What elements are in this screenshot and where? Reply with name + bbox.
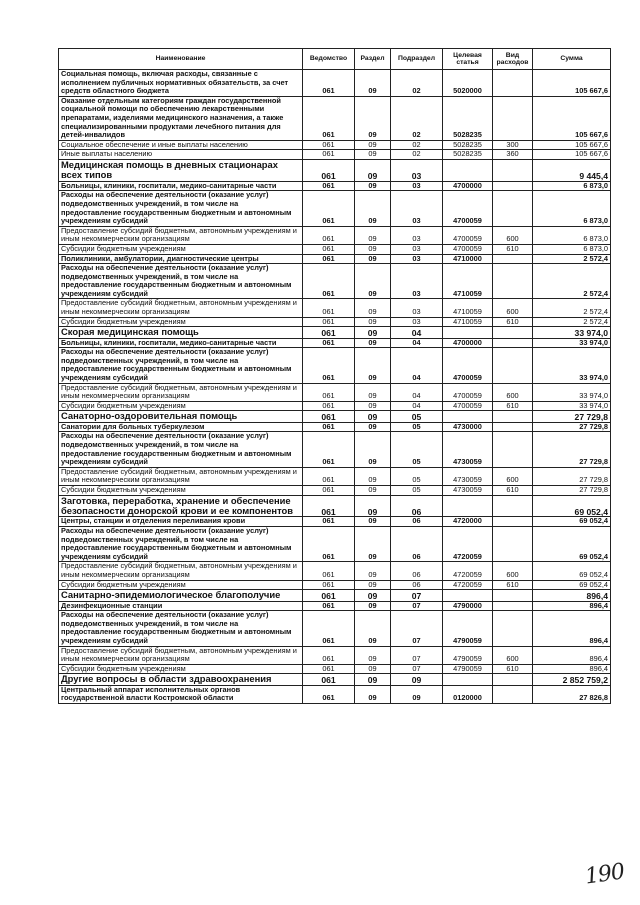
- cell-ved: 061: [303, 485, 355, 495]
- cell-celevaya: 0120000: [443, 685, 493, 703]
- cell-vid: 600: [493, 226, 533, 244]
- table-row: [59, 611, 611, 646]
- cell-name: Предоставление субсидий бюджетным, автономным учреждениям и иным некоммерческим организациям: [59, 562, 303, 580]
- table-row: [59, 422, 611, 432]
- table-row: [59, 601, 611, 611]
- cell-vid: [493, 327, 533, 338]
- cell-razdel: 09: [355, 562, 391, 580]
- cell-podrazdel: 05: [391, 432, 443, 467]
- cell-podrazdel: 06: [391, 495, 443, 517]
- cell-podrazdel: 06: [391, 562, 443, 580]
- cell-summa: 33 974,0: [533, 401, 611, 411]
- cell-celevaya: 4730059: [443, 432, 493, 467]
- cell-podrazdel: 03: [391, 317, 443, 327]
- cell-celevaya: 4710059: [443, 317, 493, 327]
- cell-ved: 061: [303, 150, 355, 160]
- cell-summa: 69 052,4: [533, 580, 611, 590]
- cell-ved: 061: [303, 580, 355, 590]
- cell-ved: 061: [303, 517, 355, 527]
- cell-name: Расходы на обеспечение деятельности (оказание услуг) подведомственных учреждений, в том числе на предоставление государственным бюджетным и автономным учреждениям субсидий: [59, 264, 303, 299]
- table-row: [59, 432, 611, 467]
- cell-celevaya: [443, 327, 493, 338]
- cell-name: Центральный аппарат исполнительных органов государственной власти Костромской области: [59, 685, 303, 703]
- cell-name: Санитарно-эпидемиологическое благополучие: [59, 590, 303, 601]
- table-row: [59, 526, 611, 561]
- table-row: [59, 411, 611, 422]
- cell-ved: 061: [303, 467, 355, 485]
- cell-name: Социальное обеспечение и иные выплаты населению: [59, 140, 303, 150]
- header-summa: Сумма: [533, 49, 611, 70]
- table-row: [59, 226, 611, 244]
- cell-vid: [493, 611, 533, 646]
- cell-vid: 600: [493, 299, 533, 317]
- cell-razdel: 09: [355, 432, 391, 467]
- table-header-row: [59, 49, 611, 70]
- table-row: [59, 150, 611, 160]
- cell-razdel: 09: [355, 70, 391, 97]
- cell-name: Расходы на обеспечение деятельности (оказание услуг) подведомственных учреждений, в том числе на предоставление государственным бюджетным и автономным учреждениям субсидий: [59, 432, 303, 467]
- cell-ved: 061: [303, 70, 355, 97]
- cell-ved: 061: [303, 685, 355, 703]
- document-sheet: [58, 48, 611, 704]
- cell-vid: [493, 159, 533, 181]
- table-row: [59, 140, 611, 150]
- cell-celevaya: 4700059: [443, 383, 493, 401]
- cell-name: Предоставление субсидий бюджетным, автономным учреждениям и иным некоммерческим организациям: [59, 299, 303, 317]
- cell-ved: 061: [303, 664, 355, 674]
- cell-podrazdel: 07: [391, 646, 443, 664]
- cell-name: Предоставление субсидий бюджетным, автономным учреждениям и иным некоммерческим организациям: [59, 383, 303, 401]
- cell-podrazdel: 04: [391, 401, 443, 411]
- header-ved: Ведомство: [303, 49, 355, 70]
- cell-summa: 2 572,4: [533, 264, 611, 299]
- cell-name: Предоставление субсидий бюджетным, автономным учреждениям и иным некоммерческим организациям: [59, 646, 303, 664]
- cell-summa: 6 873,0: [533, 181, 611, 191]
- cell-celevaya: 4730059: [443, 485, 493, 495]
- cell-podrazdel: 04: [391, 383, 443, 401]
- cell-razdel: 09: [355, 159, 391, 181]
- table-row: [59, 674, 611, 685]
- cell-summa: 896,4: [533, 590, 611, 601]
- table-row: [59, 299, 611, 317]
- cell-celevaya: 4720059: [443, 562, 493, 580]
- cell-celevaya: 4700000: [443, 338, 493, 348]
- cell-summa: 27 729,8: [533, 411, 611, 422]
- cell-ved: 061: [303, 140, 355, 150]
- cell-celevaya: 4720059: [443, 580, 493, 590]
- cell-razdel: 09: [355, 517, 391, 527]
- cell-name: Другие вопросы в области здравоохранения: [59, 674, 303, 685]
- cell-celevaya: 4730000: [443, 422, 493, 432]
- cell-celevaya: [443, 495, 493, 517]
- cell-vid: [493, 348, 533, 383]
- cell-razdel: 09: [355, 422, 391, 432]
- cell-podrazdel: 03: [391, 299, 443, 317]
- cell-name: Предоставление субсидий бюджетным, автономным учреждениям и иным некоммерческим организациям: [59, 467, 303, 485]
- cell-summa: 27 729,8: [533, 432, 611, 467]
- cell-razdel: 09: [355, 611, 391, 646]
- cell-podrazdel: 05: [391, 422, 443, 432]
- cell-celevaya: 4730059: [443, 467, 493, 485]
- cell-celevaya: 5028235: [443, 150, 493, 160]
- table-row: [59, 348, 611, 383]
- cell-podrazdel: 04: [391, 338, 443, 348]
- cell-razdel: 09: [355, 401, 391, 411]
- cell-podrazdel: 03: [391, 244, 443, 254]
- cell-vid: 610: [493, 485, 533, 495]
- cell-ved: 061: [303, 646, 355, 664]
- cell-summa: 33 974,0: [533, 338, 611, 348]
- cell-name: Медицинская помощь в дневных стационарах всех типов: [59, 159, 303, 181]
- cell-vid: [493, 181, 533, 191]
- budget-table: [58, 48, 611, 704]
- cell-podrazdel: 02: [391, 150, 443, 160]
- header-razdel: Раздел: [355, 49, 391, 70]
- cell-celevaya: 4720000: [443, 517, 493, 527]
- cell-name: Иные выплаты населению: [59, 150, 303, 160]
- cell-vid: [493, 191, 533, 226]
- cell-vid: [493, 411, 533, 422]
- cell-summa: 2 572,4: [533, 299, 611, 317]
- cell-summa: 105 667,6: [533, 140, 611, 150]
- cell-razdel: 09: [355, 150, 391, 160]
- cell-podrazdel: 03: [391, 264, 443, 299]
- cell-vid: 600: [493, 646, 533, 664]
- cell-celevaya: 4700000: [443, 181, 493, 191]
- cell-razdel: 09: [355, 140, 391, 150]
- table-row: [59, 254, 611, 264]
- cell-vid: 600: [493, 383, 533, 401]
- cell-celevaya: 5020000: [443, 70, 493, 97]
- cell-razdel: 09: [355, 664, 391, 674]
- cell-ved: 061: [303, 348, 355, 383]
- header-celevaya: Целевая статья: [443, 49, 493, 70]
- cell-ved: 061: [303, 526, 355, 561]
- cell-podrazdel: 04: [391, 327, 443, 338]
- cell-ved: 061: [303, 181, 355, 191]
- cell-razdel: 09: [355, 580, 391, 590]
- cell-podrazdel: 06: [391, 526, 443, 561]
- cell-razdel: 09: [355, 467, 391, 485]
- cell-vid: [493, 685, 533, 703]
- cell-ved: 061: [303, 226, 355, 244]
- cell-summa: 27 729,8: [533, 422, 611, 432]
- cell-razdel: 09: [355, 411, 391, 422]
- cell-vid: 610: [493, 401, 533, 411]
- cell-ved: 061: [303, 590, 355, 601]
- cell-celevaya: 4700059: [443, 244, 493, 254]
- cell-razdel: 09: [355, 526, 391, 561]
- cell-summa: 69 052,4: [533, 526, 611, 561]
- cell-vid: [493, 264, 533, 299]
- cell-razdel: 09: [355, 264, 391, 299]
- cell-summa: 896,4: [533, 646, 611, 664]
- cell-summa: 105 667,6: [533, 70, 611, 97]
- cell-vid: [493, 70, 533, 97]
- cell-vid: [493, 96, 533, 140]
- cell-razdel: 09: [355, 244, 391, 254]
- cell-ved: 061: [303, 159, 355, 181]
- cell-podrazdel: 06: [391, 580, 443, 590]
- cell-razdel: 09: [355, 674, 391, 685]
- cell-summa: 69 052,4: [533, 562, 611, 580]
- cell-name: Оказание отдельным категориям граждан государственной социальной помощи по обеспечению лекарственными препаратами, изделиями медицинского назначения, а также специализированными продуктами лечебного питания для детей-инвалидов: [59, 96, 303, 140]
- cell-celevaya: 4700059: [443, 348, 493, 383]
- cell-name: Заготовка, переработка, хранение и обеспечение безопасности донорской крови и ее компонентов: [59, 495, 303, 517]
- cell-celevaya: 4700059: [443, 401, 493, 411]
- cell-vid: 600: [493, 562, 533, 580]
- cell-razdel: 09: [355, 338, 391, 348]
- table-row: [59, 590, 611, 601]
- cell-celevaya: [443, 674, 493, 685]
- cell-razdel: 09: [355, 646, 391, 664]
- table-row: [59, 467, 611, 485]
- cell-ved: 061: [303, 401, 355, 411]
- cell-ved: 061: [303, 432, 355, 467]
- table-row: [59, 562, 611, 580]
- page-number: 190: [583, 859, 626, 890]
- cell-celevaya: 4710000: [443, 254, 493, 264]
- cell-ved: 061: [303, 254, 355, 264]
- cell-ved: 061: [303, 411, 355, 422]
- cell-vid: [493, 517, 533, 527]
- cell-razdel: 09: [355, 685, 391, 703]
- cell-podrazdel: 09: [391, 685, 443, 703]
- cell-podrazdel: 05: [391, 411, 443, 422]
- cell-vid: 610: [493, 317, 533, 327]
- cell-summa: 27 729,8: [533, 485, 611, 495]
- cell-vid: [493, 338, 533, 348]
- cell-name: Расходы на обеспечение деятельности (оказание услуг) подведомственных учреждений, в том числе на предоставление государственным бюджетным и автономным учреждениям субсидий: [59, 191, 303, 226]
- cell-podrazdel: 07: [391, 590, 443, 601]
- header-podrazdel: Подраздел: [391, 49, 443, 70]
- header-name: Наименование: [59, 49, 303, 70]
- cell-podrazdel: 02: [391, 70, 443, 97]
- cell-name: Субсидии бюджетным учреждениям: [59, 580, 303, 590]
- cell-name: Предоставление субсидий бюджетным, автономным учреждениям и иным некоммерческим организациям: [59, 226, 303, 244]
- cell-vid: [493, 254, 533, 264]
- cell-summa: 6 873,0: [533, 244, 611, 254]
- cell-razdel: 09: [355, 254, 391, 264]
- cell-summa: 6 873,0: [533, 226, 611, 244]
- cell-podrazdel: 03: [391, 191, 443, 226]
- cell-celevaya: 5028235: [443, 96, 493, 140]
- cell-celevaya: 5028235: [443, 140, 493, 150]
- cell-name: Дезинфекционные станции: [59, 601, 303, 611]
- cell-name: Больницы, клиники, госпитали, медико-санитарные части: [59, 338, 303, 348]
- cell-ved: 061: [303, 674, 355, 685]
- table-row: [59, 159, 611, 181]
- cell-summa: 33 974,0: [533, 348, 611, 383]
- cell-podrazdel: 05: [391, 467, 443, 485]
- table-body: [59, 70, 611, 704]
- cell-razdel: 09: [355, 299, 391, 317]
- cell-podrazdel: 03: [391, 254, 443, 264]
- cell-summa: 896,4: [533, 601, 611, 611]
- cell-razdel: 09: [355, 96, 391, 140]
- cell-ved: 061: [303, 191, 355, 226]
- cell-razdel: 09: [355, 181, 391, 191]
- cell-summa: 33 974,0: [533, 327, 611, 338]
- cell-vid: 610: [493, 664, 533, 674]
- cell-razdel: 09: [355, 348, 391, 383]
- cell-summa: 69 052,4: [533, 517, 611, 527]
- cell-summa: 27 826,8: [533, 685, 611, 703]
- cell-name: Центры, станции и отделения переливания крови: [59, 517, 303, 527]
- cell-podrazdel: 03: [391, 181, 443, 191]
- table-row: [59, 495, 611, 517]
- cell-name: Субсидии бюджетным учреждениям: [59, 485, 303, 495]
- cell-razdel: 09: [355, 485, 391, 495]
- cell-name: Расходы на обеспечение деятельности (оказание услуг) подведомственных учреждений, в том числе на предоставление государственным бюджетным и автономным учреждениям субсидий: [59, 526, 303, 561]
- cell-razdel: 09: [355, 383, 391, 401]
- cell-summa: 2 572,4: [533, 317, 611, 327]
- cell-vid: [493, 495, 533, 517]
- cell-vid: [493, 432, 533, 467]
- cell-celevaya: 4790059: [443, 611, 493, 646]
- cell-name: Субсидии бюджетным учреждениям: [59, 664, 303, 674]
- table-row: [59, 191, 611, 226]
- cell-summa: 105 667,6: [533, 96, 611, 140]
- cell-celevaya: 4790059: [443, 664, 493, 674]
- cell-vid: 300: [493, 140, 533, 150]
- cell-razdel: 09: [355, 317, 391, 327]
- cell-podrazdel: 03: [391, 226, 443, 244]
- table-row: [59, 264, 611, 299]
- table-row: [59, 685, 611, 703]
- cell-name: Субсидии бюджетным учреждениям: [59, 244, 303, 254]
- cell-ved: 061: [303, 611, 355, 646]
- cell-celevaya: [443, 411, 493, 422]
- cell-summa: 27 729,8: [533, 467, 611, 485]
- cell-podrazdel: 09: [391, 674, 443, 685]
- cell-name: Субсидии бюджетным учреждениям: [59, 401, 303, 411]
- cell-razdel: 09: [355, 226, 391, 244]
- cell-celevaya: 4720059: [443, 526, 493, 561]
- cell-podrazdel: 04: [391, 348, 443, 383]
- cell-summa: 69 052,4: [533, 495, 611, 517]
- cell-ved: 061: [303, 562, 355, 580]
- cell-vid: 360: [493, 150, 533, 160]
- cell-vid: 600: [493, 467, 533, 485]
- cell-razdel: 09: [355, 495, 391, 517]
- cell-name: Больницы, клиники, госпитали, медико-санитарные части: [59, 181, 303, 191]
- cell-summa: 2 572,4: [533, 254, 611, 264]
- table-row: [59, 646, 611, 664]
- cell-vid: 610: [493, 244, 533, 254]
- cell-ved: 061: [303, 495, 355, 517]
- header-vid: Вид расходов: [493, 49, 533, 70]
- table-row: [59, 401, 611, 411]
- table-row: [59, 338, 611, 348]
- cell-name: Расходы на обеспечение деятельности (оказание услуг) подведомственных учреждений, в том числе на предоставление государственным бюджетным и автономным учреждениям субсидий: [59, 348, 303, 383]
- table-row: [59, 664, 611, 674]
- table-row: [59, 70, 611, 97]
- table-row: [59, 580, 611, 590]
- cell-podrazdel: 07: [391, 611, 443, 646]
- cell-razdel: 09: [355, 601, 391, 611]
- cell-podrazdel: 02: [391, 140, 443, 150]
- cell-summa: 6 873,0: [533, 191, 611, 226]
- cell-razdel: 09: [355, 327, 391, 338]
- cell-podrazdel: 05: [391, 485, 443, 495]
- cell-vid: [493, 601, 533, 611]
- table-row: [59, 96, 611, 140]
- cell-celevaya: [443, 590, 493, 601]
- cell-celevaya: [443, 159, 493, 181]
- cell-celevaya: 4710059: [443, 299, 493, 317]
- cell-ved: 061: [303, 601, 355, 611]
- cell-ved: 061: [303, 327, 355, 338]
- cell-celevaya: 4700059: [443, 191, 493, 226]
- table-row: [59, 517, 611, 527]
- cell-name: Санатории для больных туберкулезом: [59, 422, 303, 432]
- cell-razdel: 09: [355, 191, 391, 226]
- table-row: [59, 383, 611, 401]
- cell-podrazdel: 07: [391, 601, 443, 611]
- cell-celevaya: 4790000: [443, 601, 493, 611]
- cell-vid: 610: [493, 580, 533, 590]
- cell-podrazdel: 02: [391, 96, 443, 140]
- cell-celevaya: 4710059: [443, 264, 493, 299]
- cell-name: Санаторно-оздоровительная помощь: [59, 411, 303, 422]
- cell-ved: 061: [303, 244, 355, 254]
- cell-ved: 061: [303, 96, 355, 140]
- cell-ved: 061: [303, 299, 355, 317]
- cell-ved: 061: [303, 264, 355, 299]
- table-row: [59, 181, 611, 191]
- cell-ved: 061: [303, 422, 355, 432]
- cell-vid: [493, 674, 533, 685]
- cell-summa: 896,4: [533, 611, 611, 646]
- table-row: [59, 244, 611, 254]
- cell-razdel: 09: [355, 590, 391, 601]
- cell-ved: 061: [303, 383, 355, 401]
- cell-vid: [493, 422, 533, 432]
- cell-summa: 105 667,6: [533, 150, 611, 160]
- table-row: [59, 485, 611, 495]
- cell-podrazdel: 07: [391, 664, 443, 674]
- table-row: [59, 317, 611, 327]
- cell-name: Социальная помощь, включая расходы, связанные с исполнением публичных нормативных обязательств, за счет средств областного бюджета: [59, 70, 303, 97]
- cell-name: Поликлиники, амбулатории, диагностические центры: [59, 254, 303, 264]
- cell-summa: 33 974,0: [533, 383, 611, 401]
- cell-celevaya: 4700059: [443, 226, 493, 244]
- cell-ved: 061: [303, 317, 355, 327]
- cell-vid: [493, 590, 533, 601]
- table-row: [59, 327, 611, 338]
- cell-ved: 061: [303, 338, 355, 348]
- cell-podrazdel: 06: [391, 517, 443, 527]
- cell-summa: 896,4: [533, 664, 611, 674]
- cell-podrazdel: 03: [391, 159, 443, 181]
- cell-vid: [493, 526, 533, 561]
- cell-celevaya: 4790059: [443, 646, 493, 664]
- cell-name: Скорая медицинская помощь: [59, 327, 303, 338]
- cell-name: Расходы на обеспечение деятельности (оказание услуг) подведомственных учреждений, в том числе на предоставление государственным бюджетным и автономным учреждениям субсидий: [59, 611, 303, 646]
- cell-summa: 9 445,4: [533, 159, 611, 181]
- cell-summa: 2 852 759,2: [533, 674, 611, 685]
- cell-name: Субсидии бюджетным учреждениям: [59, 317, 303, 327]
